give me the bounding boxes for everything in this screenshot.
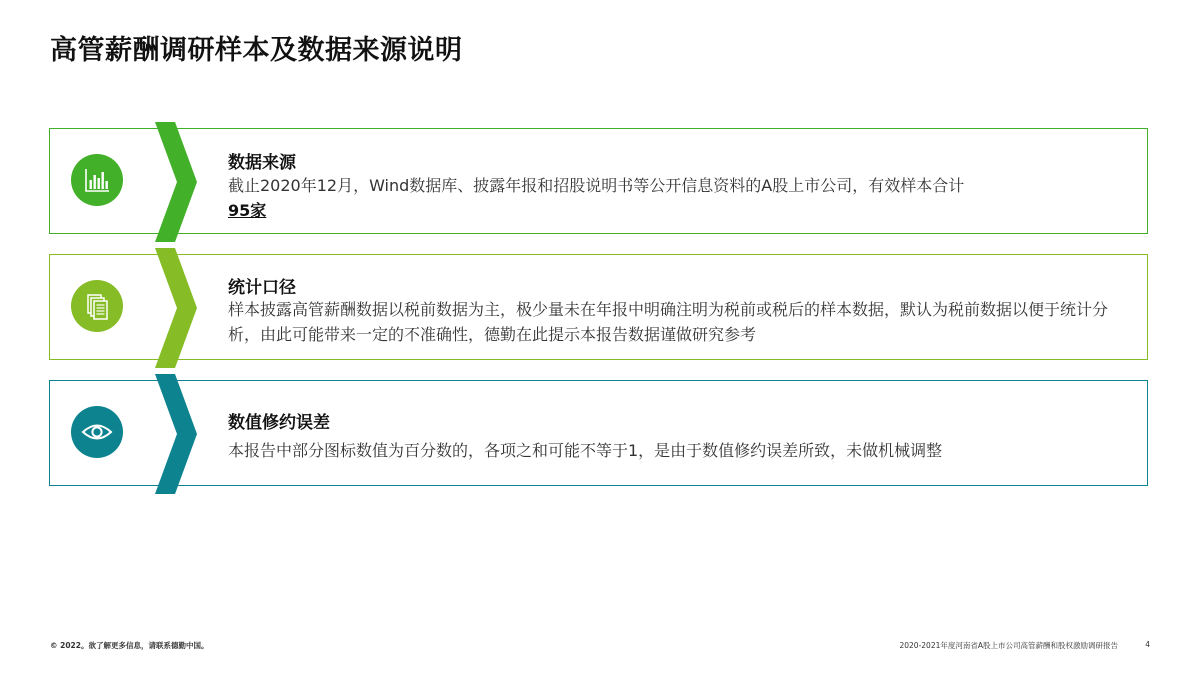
bar-chart-icon [71,154,123,206]
card-body: 样本披露高管薪酬数据以税前数据为主，极少量未在年报中明确注明为税前或税后的样本数据，默认为税前数据以便于统计分析，由此可能带来一定的不准确性，德勤在此提示本报告数据谨做研究参考 [228,300,1109,344]
card-body-text: 截止2020年12月，Wind数据库、披露年报和招股说明书等公开信息资料的A股上市公司，有效样本合计 [228,176,965,195]
footer-copyright: © 2022。欲了解更多信息，请联系德勤中国。 [50,641,209,650]
statistics-scope-card [49,254,1148,360]
sample-count: 95家 [228,201,267,220]
card-body: 本报告中部分图标数值为百分数的，各项之和可能不等于1，是由于数值修约误差所致，未做机械调整 [228,441,943,460]
page-number: 4 [1145,640,1150,649]
eye-icon [71,406,123,458]
documents-icon [71,280,123,332]
rounding-error-card [49,380,1148,486]
chevron-right-icon [155,248,197,368]
card-heading: 统计口径 [228,278,296,298]
card-body [228,173,1133,223]
card-heading: 数值修约误差 [228,413,330,433]
chevron-right-icon [155,122,197,242]
page-title: 高管薪酬调研样本及数据来源说明 [50,35,463,66]
chevron-right-icon [155,374,197,494]
data-source-card [49,128,1148,234]
footer-report-title: 2020-2021年度河南省A股上市公司高管薪酬和股权激励调研报告 [899,641,1118,650]
card-heading: 数据来源 [228,153,296,173]
